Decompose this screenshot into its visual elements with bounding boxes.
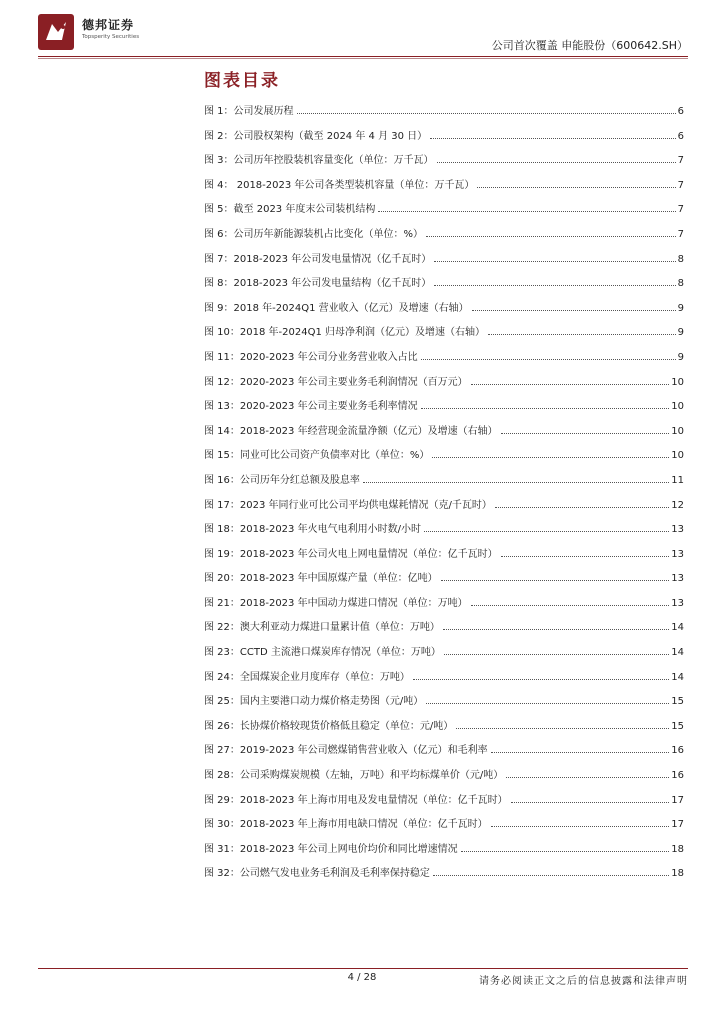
toc-dot-leader bbox=[426, 703, 669, 704]
header-divider-thin bbox=[38, 58, 688, 59]
toc-entry-label: 图 3：公司历年控股装机容量变化（单位：万千瓦） bbox=[204, 155, 434, 167]
toc-entry-page: 13 bbox=[671, 524, 684, 536]
toc-entry-label: 图 30：2018-2023 年上海市用电缺口情况（单位：亿千瓦时） bbox=[204, 819, 488, 831]
toc-entry-page: 9 bbox=[677, 351, 684, 363]
toc-entry-label: 图 18：2018-2023 年火电气电利用小时数/小时 bbox=[204, 524, 421, 536]
page-header bbox=[0, 0, 724, 60]
toc-entry[interactable] bbox=[204, 520, 684, 545]
toc-entry-label: 图 2：公司股权架构（截至 2024 年 4 月 30 日） bbox=[204, 130, 428, 142]
toc-entry[interactable] bbox=[204, 102, 684, 127]
toc-entry-label: 图 19：2018-2023 年公司火电上网电量情况（单位：亿千瓦时） bbox=[204, 548, 498, 560]
toc-entry-page: 7 bbox=[677, 179, 684, 191]
toc-entry-label: 图 10：2018 年-2024Q1 归母净利润（亿元）及增速（右轴） bbox=[204, 327, 486, 339]
toc-entry[interactable] bbox=[204, 348, 684, 373]
toc-entry[interactable] bbox=[204, 815, 684, 840]
toc-dot-leader bbox=[501, 556, 670, 557]
toc-entry-page: 6 bbox=[677, 130, 684, 142]
toc-entry-label: 图 15：同业可比公司资产负债率对比（单位：%） bbox=[204, 450, 430, 462]
toc-dot-leader bbox=[413, 679, 669, 680]
toc-entry[interactable] bbox=[204, 200, 684, 225]
toc-entry-label: 图 21：2018-2023 年中国动力煤进口情况（单位：万吨） bbox=[204, 597, 468, 609]
toc-entry[interactable] bbox=[204, 496, 684, 521]
toc-dot-leader bbox=[297, 113, 676, 114]
toc-entry[interactable] bbox=[204, 717, 684, 742]
toc-entry-label: 图 24：全国煤炭企业月度库存（单位：万吨） bbox=[204, 671, 410, 683]
toc-entry[interactable] bbox=[204, 741, 684, 766]
toc-entry-page: 7 bbox=[677, 155, 684, 167]
toc-dot-leader bbox=[488, 334, 676, 335]
toc-entry-label: 图 6：公司历年新能源装机占比变化（单位：%） bbox=[204, 228, 424, 240]
toc-entry[interactable] bbox=[204, 225, 684, 250]
toc-list bbox=[204, 102, 684, 889]
toc-entry-page: 10 bbox=[671, 450, 684, 462]
toc-dot-leader bbox=[432, 457, 669, 458]
toc-dot-leader bbox=[421, 359, 676, 360]
toc-entry-page: 15 bbox=[671, 720, 684, 732]
toc-entry-page: 14 bbox=[671, 622, 684, 634]
toc-entry[interactable] bbox=[204, 299, 684, 324]
toc-entry-page: 13 bbox=[671, 548, 684, 560]
logo-subtitle: Topsperity Securities bbox=[82, 34, 140, 40]
toc-entry-label: 图 27：2019-2023 年公司燃煤销售营业收入（亿元）和毛利率 bbox=[204, 745, 488, 757]
footer-divider bbox=[38, 968, 688, 969]
toc-dot-leader bbox=[363, 482, 669, 483]
toc-dot-leader bbox=[501, 433, 670, 434]
toc-entry-label: 图 8：2018-2023 年公司发电量结构（亿千瓦时） bbox=[204, 278, 432, 290]
toc-entry-label: 图 17：2023 年同行业可比公司平均供电煤耗情况（克/千瓦时） bbox=[204, 499, 492, 511]
toc-entry-page: 16 bbox=[671, 770, 684, 782]
toc-entry-page: 17 bbox=[671, 819, 684, 831]
toc-dot-leader bbox=[472, 310, 676, 311]
toc-entry[interactable] bbox=[204, 545, 684, 570]
toc-dot-leader bbox=[437, 162, 676, 163]
toc-entry[interactable] bbox=[204, 373, 684, 398]
toc-entry-label: 图 25：国内主要港口动力煤价格走势图（元/吨） bbox=[204, 696, 424, 708]
toc-entry-page: 11 bbox=[671, 474, 684, 486]
toc-entry-label: 图 7：2018-2023 年公司发电量情况（亿千瓦时） bbox=[204, 253, 432, 265]
toc-dot-leader bbox=[430, 138, 675, 139]
toc-entry[interactable] bbox=[204, 668, 684, 693]
toc-dot-leader bbox=[506, 777, 669, 778]
toc-entry-page: 7 bbox=[677, 228, 684, 240]
company-logo bbox=[38, 14, 168, 50]
toc-entry-page: 18 bbox=[671, 868, 684, 880]
toc-entry-page: 15 bbox=[671, 696, 684, 708]
toc-entry[interactable] bbox=[204, 594, 684, 619]
toc-dot-leader bbox=[456, 728, 669, 729]
toc-entry[interactable] bbox=[204, 446, 684, 471]
toc-dot-leader bbox=[444, 654, 669, 655]
toc-dot-leader bbox=[441, 580, 670, 581]
toc-entry[interactable] bbox=[204, 422, 684, 447]
toc-entry-page: 10 bbox=[671, 401, 684, 413]
toc-entry-page: 14 bbox=[671, 647, 684, 659]
toc-entry-label: 图 12：2020-2023 年公司主要业务毛利润情况（百万元） bbox=[204, 376, 468, 388]
toc-entry[interactable] bbox=[204, 864, 684, 889]
toc-entry-page: 7 bbox=[677, 204, 684, 216]
toc-entry-label: 图 26：长协煤价格较现货价格低且稳定（单位：元/吨） bbox=[204, 720, 454, 732]
toc-entry-page: 9 bbox=[677, 327, 684, 339]
toc-entry-page: 18 bbox=[671, 843, 684, 855]
toc-dot-leader bbox=[477, 187, 675, 188]
toc-dot-leader bbox=[378, 211, 675, 212]
toc-entry-label: 图 31：2018-2023 年公司上网电价均价和同比增速情况 bbox=[204, 843, 458, 855]
toc-dot-leader bbox=[491, 826, 670, 827]
toc-entry-label: 图 5：截至 2023 年度末公司装机结构 bbox=[204, 204, 376, 216]
toc-entry-page: 6 bbox=[677, 106, 684, 117]
toc-entry-label: 图 22：澳大利亚动力煤进口量累计值（单位：万吨） bbox=[204, 622, 440, 634]
toc-entry[interactable] bbox=[204, 791, 684, 816]
toc-dot-leader bbox=[434, 261, 675, 262]
toc-dot-leader bbox=[495, 507, 669, 508]
toc-entry[interactable] bbox=[204, 569, 684, 594]
toc-entry[interactable] bbox=[204, 766, 684, 791]
toc-entry-page: 10 bbox=[671, 425, 684, 437]
toc-entry[interactable] bbox=[204, 643, 684, 668]
toc-dot-leader bbox=[443, 629, 669, 630]
toc-dot-leader bbox=[471, 384, 670, 385]
toc-entry-label: 图 23：CCTD 主流港口煤炭库存情况（单位：万吨） bbox=[204, 647, 441, 659]
logo-name: 德邦证券 bbox=[82, 18, 135, 32]
report-header-title: 公司首次覆盖 申能股份（600642.SH） bbox=[491, 39, 688, 52]
toc-entry-page: 10 bbox=[671, 376, 684, 388]
toc-entry-page: 14 bbox=[671, 671, 684, 683]
toc-dot-leader bbox=[434, 285, 675, 286]
toc-entry[interactable] bbox=[204, 618, 684, 643]
toc-entry[interactable] bbox=[204, 692, 684, 717]
toc-dot-leader bbox=[511, 802, 670, 803]
toc-entry-page: 8 bbox=[677, 278, 684, 290]
toc-entry-page: 8 bbox=[677, 253, 684, 265]
toc-entry[interactable] bbox=[204, 127, 684, 152]
toc-entry-label: 图 14：2018-2023 年经营现金流量净额（亿元）及增速（右轴） bbox=[204, 425, 498, 437]
toc-entry-label: 图 16：公司历年分红总额及股息率 bbox=[204, 474, 360, 486]
logo-mark-icon bbox=[38, 14, 74, 50]
header-divider bbox=[38, 56, 688, 57]
toc-dot-leader bbox=[421, 408, 670, 409]
toc-entry-label: 图 9：2018 年-2024Q1 营业收入（亿元）及增速（右轴） bbox=[204, 302, 469, 314]
page-number: 4 / 28 bbox=[347, 972, 377, 983]
toc-entry[interactable] bbox=[204, 274, 684, 299]
toc-dot-leader bbox=[471, 605, 670, 606]
footer-disclaimer: 请务必阅读正文之后的信息披露和法律声明 bbox=[479, 976, 688, 987]
toc-dot-leader bbox=[461, 851, 670, 852]
toc-entry-page: 12 bbox=[671, 499, 684, 511]
toc-entry-label: 图 32：公司燃气发电业务毛利润及毛利率保持稳定 bbox=[204, 868, 430, 880]
toc-entry-label: 图 29：2018-2023 年上海市用电及发电量情况（单位：亿千瓦时） bbox=[204, 794, 508, 806]
toc-dot-leader bbox=[433, 875, 669, 876]
toc-entry-page: 9 bbox=[677, 302, 684, 314]
toc-dot-leader bbox=[426, 236, 676, 237]
toc-entry-page: 16 bbox=[671, 745, 684, 757]
toc-entry[interactable] bbox=[204, 176, 684, 201]
toc-entry-label: 图 20：2018-2023 年中国原煤产量（单位：亿吨） bbox=[204, 573, 438, 585]
toc-entry-page: 13 bbox=[671, 573, 684, 585]
toc-entry-label: 图 28：公司采购煤炭规模（左轴，万吨）和平均标煤单价（元/吨） bbox=[204, 770, 504, 782]
toc-entry-label: 图 13：2020-2023 年公司主要业务毛利率情况 bbox=[204, 401, 418, 413]
toc-entry[interactable] bbox=[204, 151, 684, 176]
toc-entry-label: 图 11：2020-2023 年公司分业务营业收入占比 bbox=[204, 351, 418, 363]
toc-entry[interactable] bbox=[204, 471, 684, 496]
toc-entry[interactable] bbox=[204, 397, 684, 422]
toc-dot-leader bbox=[491, 752, 670, 753]
toc-entry[interactable] bbox=[204, 250, 684, 275]
toc-entry-page: 17 bbox=[671, 794, 684, 806]
toc-dot-leader bbox=[424, 531, 669, 532]
toc-entry-page: 13 bbox=[671, 597, 684, 609]
toc-heading: 图表目录 bbox=[204, 71, 280, 91]
toc-entry-label: 图 4： 2018-2023 年公司各类型装机容量（单位：万千瓦） bbox=[204, 179, 475, 191]
toc-entry[interactable] bbox=[204, 840, 684, 865]
toc-entry-label: 图 1：公司发展历程 bbox=[204, 106, 294, 117]
toc-entry[interactable] bbox=[204, 323, 684, 348]
